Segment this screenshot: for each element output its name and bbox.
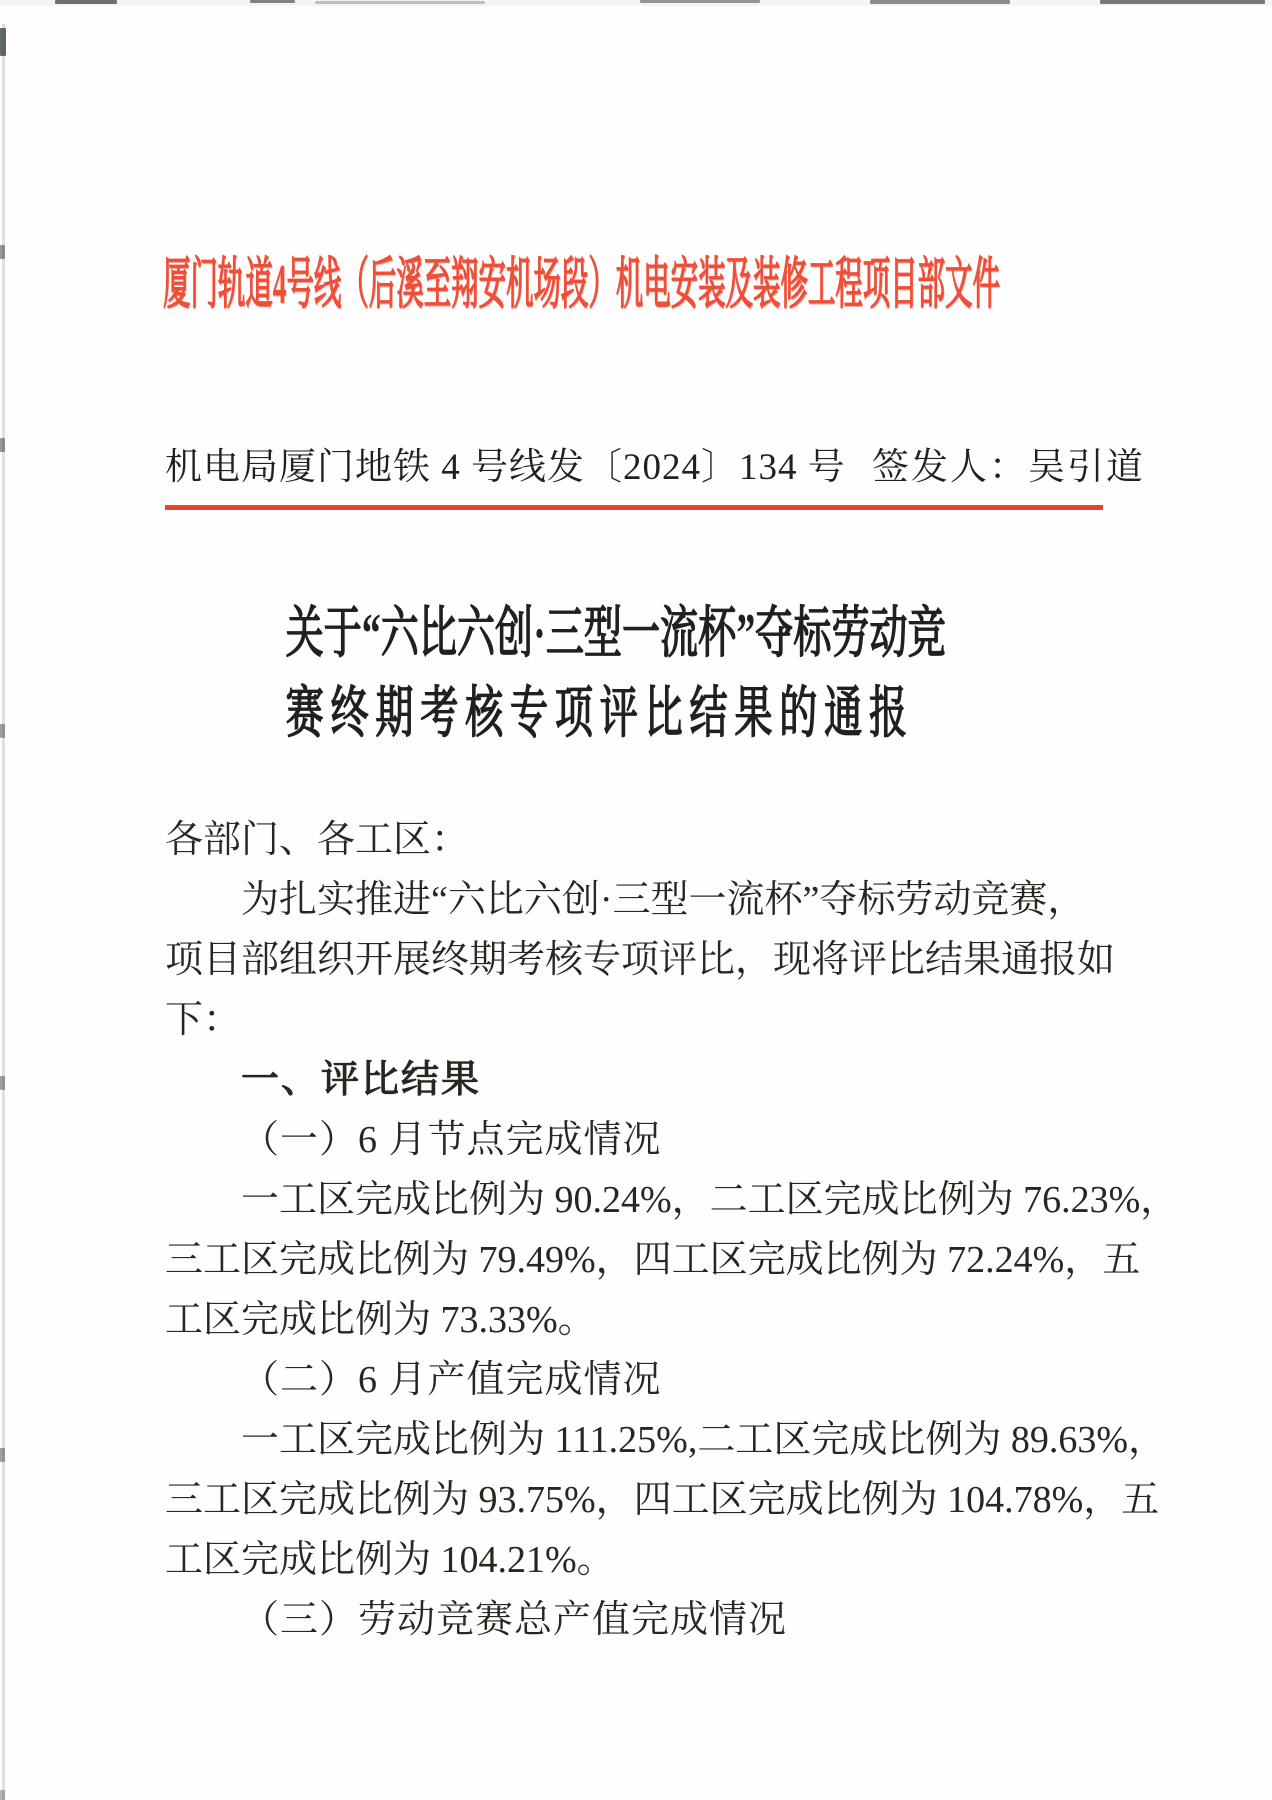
red-divider-line [165,505,1103,510]
statistics-line: 工区完成比例为 73.33%。 [165,1299,596,1341]
document-number: 机电局厦门地铁 4 号线发〔2024〕134 号 [165,447,846,488]
paragraph-line: 下： [165,999,242,1041]
scan-artifact [315,1,485,4]
scan-edge-shadow [2,24,5,1800]
subsection-heading-june-node: （一）6 月节点完成情况 [241,1119,662,1161]
scan-artifact [55,0,117,4]
subsection-heading-total-output: （三）劳动竞赛总产值完成情况 [241,1599,788,1641]
paragraph-line: 项目部组织开展终期考核专项评比，现将评比结果通报如 [165,939,1116,981]
statistics-line: 一工区完成比例为 90.24%，二工区完成比例为 76.23%， [241,1179,1179,1221]
statistics-line: 三工区完成比例为 93.75%，四工区完成比例为 104.78%，五 [165,1479,1160,1521]
scan-top-band [0,0,1272,6]
paragraph-line: 为扎实推进“六比六创·三型一流杯”夺标劳动竞赛， [241,879,1086,921]
scan-artifact [0,1076,5,1090]
subsection-heading-june-output: （二）6 月产值完成情况 [241,1359,662,1401]
scan-artifact [0,1448,5,1462]
statistics-line: 工区完成比例为 104.21%。 [165,1539,615,1581]
scan-artifact [0,28,6,56]
scan-artifact [870,0,1010,4]
document-number-row [0,436,1272,486]
salutation-line: 各部门、各工区： [165,819,470,861]
scan-artifact [0,245,5,259]
scan-artifact [640,0,760,3]
scan-artifact [0,724,5,738]
scan-artifact [250,0,295,3]
document-body [165,810,1179,1650]
statistics-line: 一工区完成比例为 111.25%,二工区完成比例为 89.63%， [241,1419,1166,1461]
letterhead-banner: 厦门轨道4号线（后溪至翔安机场段）机电安装及装修工程项目部文件 [163,254,1000,316]
document-title [285,594,946,754]
statistics-line: 三工区完成比例为 79.49%，四工区完成比例为 72.24%，五 [165,1239,1141,1281]
scan-artifact [0,1790,5,1800]
section-heading-results: 一、评比结果 [241,1059,482,1101]
document-title-line2: 赛终期考核专项评比结果的通报 [285,683,914,745]
issuer-name: 签发人：吴引道 [872,447,1145,488]
document-title-line1: 关于“六比六创·三型一流杯”夺标劳动竞 [285,603,946,665]
scan-artifact [1100,0,1265,4]
